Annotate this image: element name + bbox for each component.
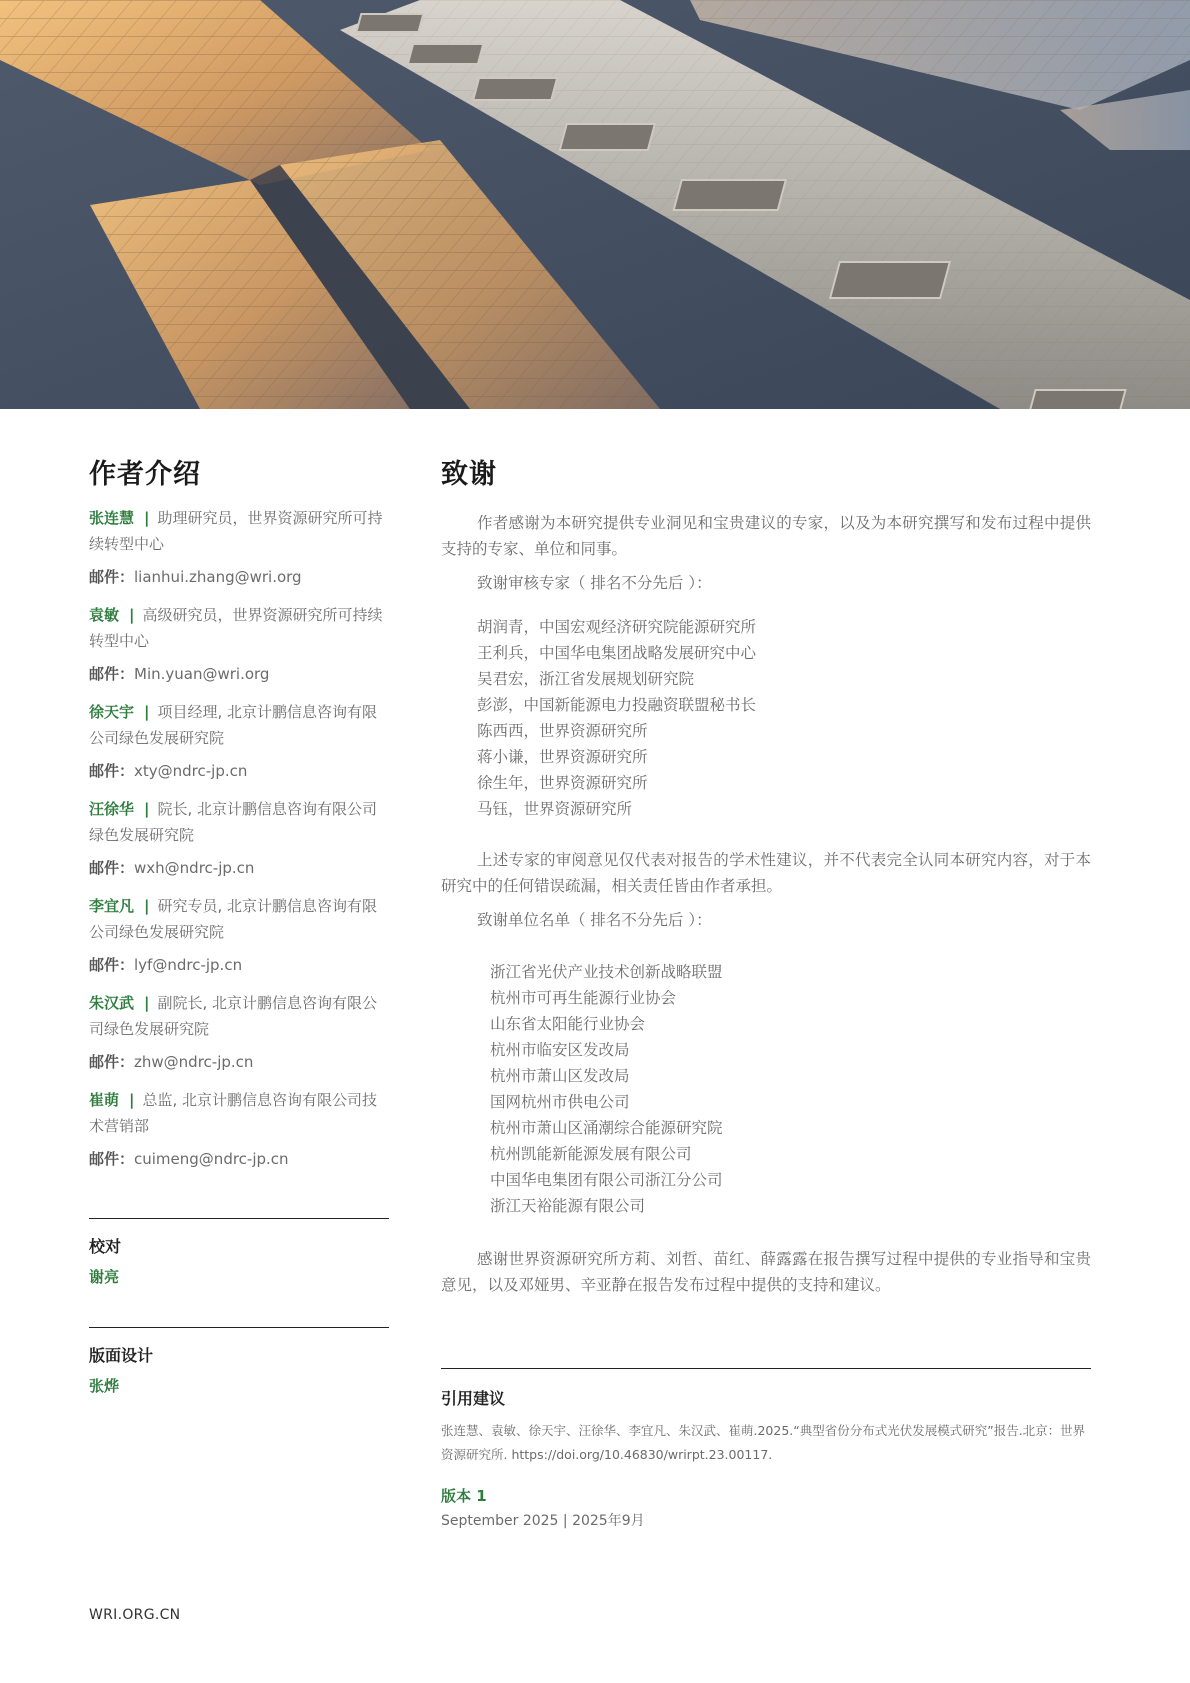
email-label: 邮件： xyxy=(89,665,135,683)
author-name: 崔萌 xyxy=(89,1091,120,1109)
author-name: 李宜凡 xyxy=(89,897,135,915)
email-label: 邮件： xyxy=(89,568,135,586)
email-label: 邮件： xyxy=(89,1053,135,1071)
author-email[interactable]: zhw@ndrc-jp.cn xyxy=(134,1053,254,1071)
version-label: 版本 1 xyxy=(441,1487,487,1505)
ack-disclaimer: 上述专家的审阅意见仅代表对报告的学术性建议，并不代表完全认同本研究内容，对于本研究中的任何错误疏漏，相关责任皆由作者承担。 xyxy=(441,851,1091,895)
org-item: 浙江天裕能源有限公司 xyxy=(490,1197,646,1215)
author-email-row xyxy=(89,760,389,782)
experts-heading: 致谢审核专家（ 排名不分先后 ）： xyxy=(477,574,712,592)
separator-bar: | xyxy=(144,897,150,915)
author-role: 项目经理, 北京计鹏信息咨询有限公司绿色发展研究院 xyxy=(89,703,378,747)
org-item: 杭州市可再生能源行业协会 xyxy=(490,989,677,1007)
separator-bar: | xyxy=(129,1091,135,1109)
author-email[interactable]: cuimeng@ndrc-jp.cn xyxy=(134,1150,289,1168)
email-label: 邮件： xyxy=(89,956,135,974)
author-entry xyxy=(89,699,389,751)
proofreading-name: 谢亮 xyxy=(89,1268,120,1286)
author-role: 研究专员, 北京计鹏信息咨询有限公司绿色发展研究院 xyxy=(89,897,378,941)
separator-bar: | xyxy=(144,800,150,818)
org-item: 中国华电集团有限公司浙江分公司 xyxy=(490,1171,723,1189)
author-email-row xyxy=(89,566,389,588)
ack-closing: 感谢世界资源研究所方莉、刘哲、苗红、薛露露在报告撰写过程中提供的专业指导和宝贵意见，以及邓娅男、辛亚静在报告发布过程中提供的支持和建议。 xyxy=(441,1250,1091,1294)
expert-item: 徐生年，世界资源研究所 xyxy=(477,774,648,792)
author-email[interactable]: wxh@ndrc-jp.cn xyxy=(134,859,255,877)
expert-item: 蒋小谦，世界资源研究所 xyxy=(477,748,648,766)
author-name: 袁敏 xyxy=(89,606,120,624)
right-column xyxy=(441,455,1091,1532)
author-entry xyxy=(89,893,389,945)
org-item: 杭州市萧山区发改局 xyxy=(490,1067,630,1085)
separator-bar: | xyxy=(144,703,150,721)
separator-bar: | xyxy=(129,606,135,624)
footer-url[interactable]: WRI.ORG.CN xyxy=(89,1607,181,1623)
author-name: 汪徐华 xyxy=(89,800,135,818)
author-email[interactable]: xty@ndrc-jp.cn xyxy=(134,762,248,780)
expert-item: 吴君宏，浙江省发展规划研究院 xyxy=(477,670,695,688)
author-role: 副院长, 北京计鹏信息咨询有限公司绿色发展研究院 xyxy=(89,994,378,1038)
hero-photo xyxy=(0,0,1190,409)
author-role: 总监, 北京计鹏信息咨询有限公司技术营销部 xyxy=(89,1091,378,1135)
authors-list xyxy=(89,505,389,1170)
ack-intro: 作者感谢为本研究提供专业洞见和宝贵建议的专家，以及为本研究撰写和发布过程中提供支持的专家、单位和同事。 xyxy=(441,514,1091,558)
divider xyxy=(441,1368,1091,1369)
author-role: 助理研究员，世界资源研究所可持续转型中心 xyxy=(89,509,383,553)
author-name: 张连慧 xyxy=(89,509,135,527)
divider xyxy=(89,1218,389,1219)
author-entry xyxy=(89,990,389,1042)
author-role: 院长, 北京计鹏信息咨询有限公司绿色发展研究院 xyxy=(89,800,378,844)
org-item: 杭州市临安区发改局 xyxy=(490,1041,630,1059)
expert-item: 胡润青，中国宏观经济研究院能源研究所 xyxy=(477,618,757,636)
separator-bar: | xyxy=(144,509,150,527)
org-item: 杭州市萧山区涌潮综合能源研究院 xyxy=(490,1119,723,1137)
citation-text: 张连慧、袁敏、徐天宇、汪徐华、李宜凡、朱汉武、崔萌.2025.“典型省份分布式光伏发展模式研究”报告.北京：世界资源研究所. https://doi.org/10.46830/wrirpt.23.00117. xyxy=(441,1423,1086,1462)
org-item: 杭州凯能新能源发展有限公司 xyxy=(490,1145,692,1163)
orgs-heading: 致谢单位名单（ 排名不分先后 ）： xyxy=(477,911,712,929)
orgs-list xyxy=(441,959,1091,1219)
ack-title: 致谢 xyxy=(441,459,497,490)
author-name: 徐天宇 xyxy=(89,703,135,721)
version-date: September 2025 | 2025年9月 xyxy=(441,1513,645,1529)
design-label: 版面设计 xyxy=(89,1346,154,1365)
author-entry xyxy=(89,602,389,654)
divider xyxy=(89,1327,389,1328)
author-entry xyxy=(89,1087,389,1139)
author-email-row xyxy=(89,1051,389,1073)
author-email[interactable]: lyf@ndrc-jp.cn xyxy=(134,956,243,974)
experts-list xyxy=(441,614,1091,822)
author-email-row xyxy=(89,663,389,685)
author-entry xyxy=(89,796,389,848)
separator-bar: | xyxy=(144,994,150,1012)
left-column xyxy=(89,455,389,1397)
author-entry xyxy=(89,505,389,557)
expert-item: 马钰，世界资源研究所 xyxy=(477,800,633,818)
proofreading-label: 校对 xyxy=(89,1237,122,1256)
expert-item: 王利兵，中国华电集团战略发展研究中心 xyxy=(477,644,757,662)
design-name: 张烨 xyxy=(89,1377,120,1395)
expert-item: 陈西西，世界资源研究所 xyxy=(477,722,648,740)
author-email-row xyxy=(89,857,389,879)
author-email[interactable]: lianhui.zhang@wri.org xyxy=(134,568,302,586)
org-item: 山东省太阳能行业协会 xyxy=(490,1015,646,1033)
author-name: 朱汉武 xyxy=(89,994,135,1012)
author-email-row xyxy=(89,1148,389,1170)
email-label: 邮件： xyxy=(89,859,135,877)
authors-title: 作者介绍 xyxy=(89,459,201,490)
email-label: 邮件： xyxy=(89,762,135,780)
expert-item: 彭澎，中国新能源电力投融资联盟秘书长 xyxy=(477,696,757,714)
author-email-row xyxy=(89,954,389,976)
email-label: 邮件： xyxy=(89,1150,135,1168)
author-role: 高级研究员，世界资源研究所可持续转型中心 xyxy=(89,606,383,650)
org-item: 国网杭州市供电公司 xyxy=(490,1093,630,1111)
org-item: 浙江省光伏产业技术创新战略联盟 xyxy=(490,963,723,981)
author-email[interactable]: Min.yuan@wri.org xyxy=(134,665,270,683)
citation-label: 引用建议 xyxy=(441,1389,506,1408)
